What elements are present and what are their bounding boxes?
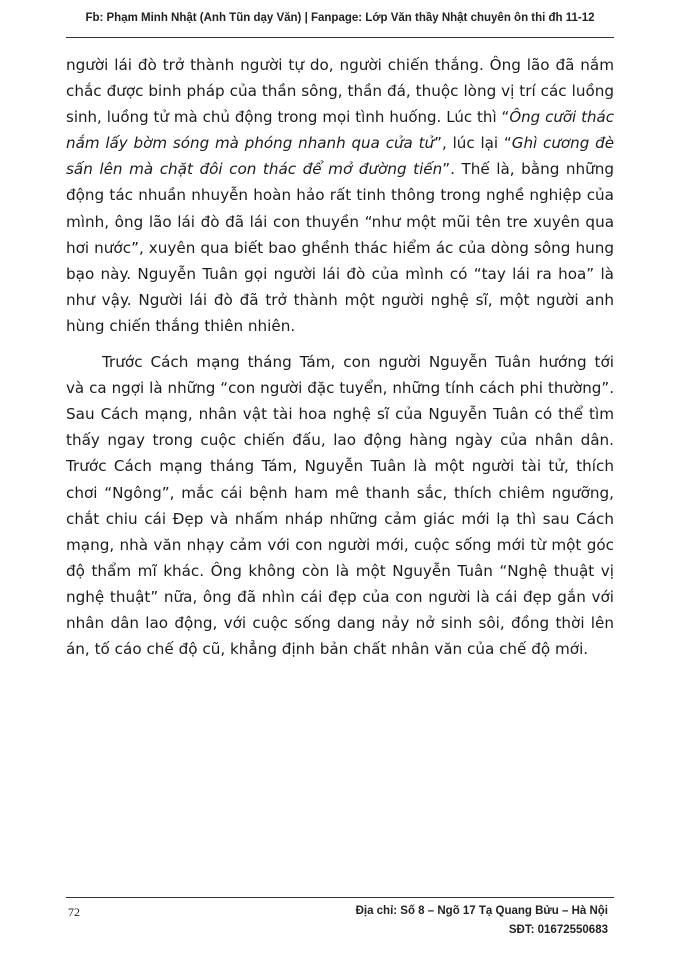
text-line: thấy ngay trong cuộc chiến đấu, lao động hàng ngày của nhân dân. [66,431,614,450]
header-divider [66,37,614,38]
page-header: Fb: Phạm Minh Nhật (Anh Tũn dạy Văn) | Fanpage: Lớp Văn thầy Nhật chuyên ôn thi đh 11-12 [85,12,595,24]
quote-italic: Ông cưỡi thác [509,108,614,127]
page-number: 72 [68,905,80,919]
text-line: độ thẩm mĩ khác. Ông không còn là một Nguyễn Tuân “Nghệ thuật vị [66,561,614,580]
quote-italic: Ghì cương đè [511,134,614,153]
footer-phone: SĐT: 01672550683 [508,924,608,936]
text-run: sinh, luồng tử mà chủ động trong mọi tình huống. Lúc thì “ [66,108,510,127]
text-line: như vậy. Người lái đò đã trở thành một người nghệ sĩ, một người anh [66,290,614,309]
text-line: Trước Cách mạng tháng Tám, con người Nguyễn Tuân hướng tới [102,353,614,372]
text-line: chắt chiu cái Đẹp và nhấm nháp những cảm giác mới lạ thì sau Cách [66,509,614,528]
paragraph-1 [66,52,614,339]
text-line: chơi “Ngông”, mắc cái bệnh ham mê thanh sắc, thích chiêm ngưỡng, [66,483,614,502]
text-line: hùng chiến thắng thiên nhiên. [66,316,296,335]
text-line: bạo này. Nguyễn Tuân gọi người lái đò của mình có “tay lái ra hoa” là [66,264,614,283]
footer-divider [66,897,614,898]
text-line [66,104,614,130]
quote-italic: nắm lấy bờm sóng mà phóng nhanh qua cửa tử [66,134,435,153]
text-run: ”, lúc lại “ [434,134,512,153]
text-line: nhân dân lao động, với cuộc sống dang nảy nở sinh sôi, đồng thời lên [66,613,614,632]
text-line: mạng, nhà văn nhạy cảm với con người mới, cuộc sống mới từ một góc [66,535,614,554]
text-line: hơi nước”, xuyên qua biết bao ghềnh thác hiểm ác của dòng sông hung [66,238,614,257]
footer-address: Địa chỉ: Số 8 – Ngõ 17 Tạ Quang Bửu – Hà Nội [355,905,608,917]
text-line: động tác nhuần nhuyễn hoàn hảo rất tinh thông trong nghề nghiệp của [66,186,614,205]
document-body [66,52,614,662]
text-line [66,130,614,156]
text-line: và ca ngợi là những “con người đặc tuyển, những tính cách phi thường”. [66,379,614,398]
text-line: nghệ thuật” nữa, ông đã nhìn cái đẹp của con người là cái đẹp gắn với [66,587,614,606]
text-line: người lái đò trở thành người tự do, người chiến thắng. Ông lão đã nắm [66,56,614,74]
text-line: chắc được binh pháp của thần sông, thần đá, thuộc lòng vị trí các luồng [66,82,614,101]
text-line: mình, ông lão lái đò đã lái con thuyền “như một mũi tên tre xuyên qua [66,212,614,231]
paragraph-2 [66,349,614,662]
text-line [66,156,614,182]
text-run: ”. Thế là, bằng những [442,160,614,179]
text-line: án, tố cáo chế độ cũ, khẳng định bản chất nhân văn của chế độ mới. [66,640,589,659]
quote-italic: sấn lên mà chặt đôi con thác để mở đường tiến [66,160,443,179]
text-line: Trước Cách mạng tháng Tám, Nguyễn Tuân là một người tài tử, thích [66,457,614,476]
text-line: Sau Cách mạng, nhân vật tài hoa nghệ sĩ của Nguyễn Tuân có thể tìm [66,405,614,424]
